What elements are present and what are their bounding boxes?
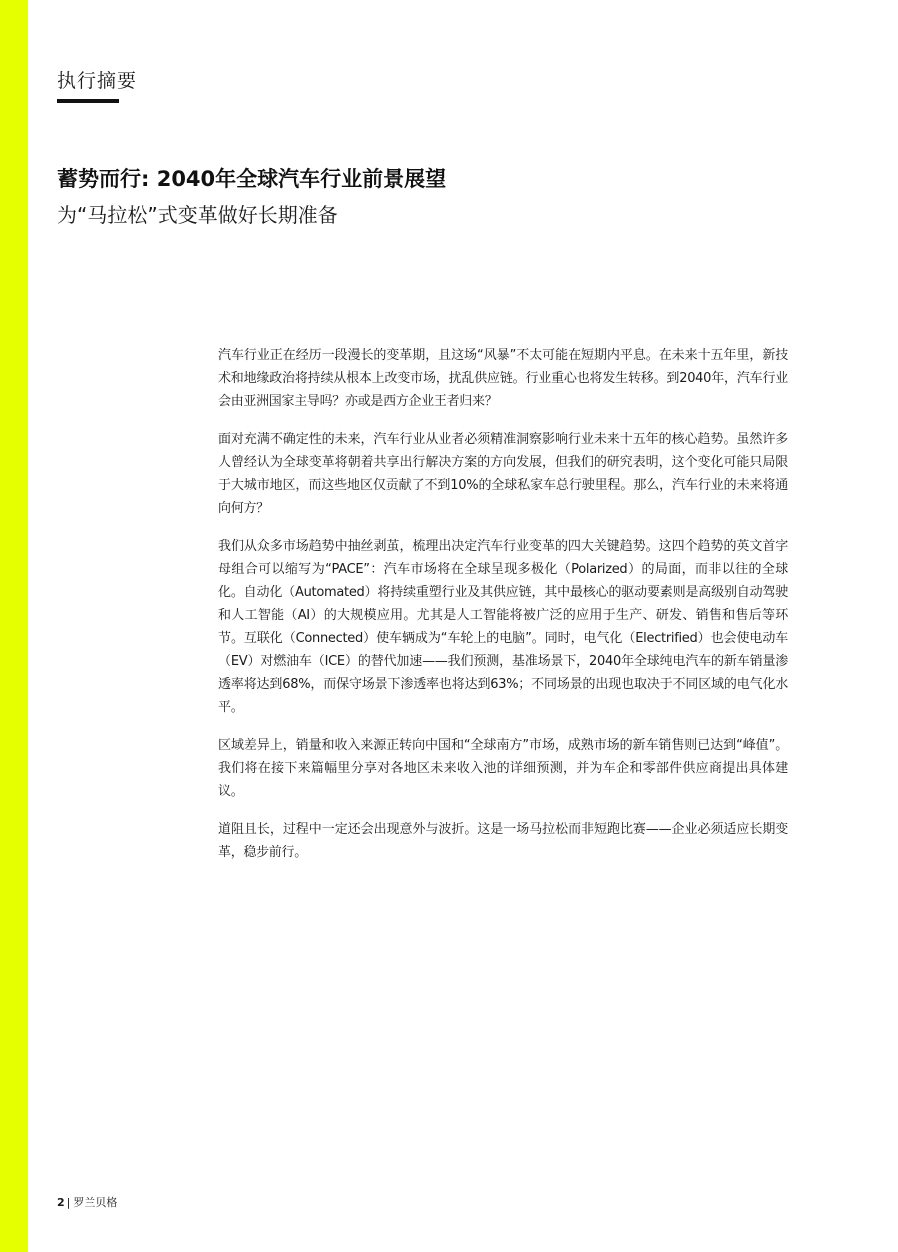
page-number: 2 xyxy=(57,1196,65,1209)
page-footer xyxy=(57,1194,117,1210)
section-label: 执行摘要 xyxy=(57,70,138,92)
paragraph-4: 区域差异上，销量和收入来源正转向中国和“全球南方”市场，成熟市场的新车销售则已达到“峰值”。我们将在接下来篇幅里分享对各地区未来收入池的详细预测，并为车企和零部件供应商提出具体建议。 xyxy=(218,738,789,799)
paragraph-2: 面对充满不确定性的未来，汽车行业从业者必须精准洞察影响行业未来十五年的核心趋势。虽然许多人曾经认为全球变革将朝着共享出行解决方案的方向发展，但我们的研究表明，这个变化可能只局限于大城市地区，而这些地区仅贡献了不到10%的全球私家车总行驶里程。那么，汽车行业的未来将通向何方？ xyxy=(218,432,788,516)
accent-bar xyxy=(0,0,28,1252)
section-rule xyxy=(57,99,119,103)
footer-separator: | xyxy=(66,1196,71,1209)
paragraph-5: 道阻且长，过程中一定还会出现意外与波折。这是一场马拉松而非短跑比赛——企业必须适应长期变革，稳步前行。 xyxy=(218,822,788,860)
footer-brand: 罗兰贝格 xyxy=(73,1196,118,1209)
page-title: 蓄势而行: 2040年全球汽车行业前景展望 xyxy=(57,167,447,191)
body-text xyxy=(218,344,788,879)
page-subtitle: 为“马拉松”式变革做好长期准备 xyxy=(57,203,338,227)
paragraph-1: 汽车行业正在经历一段漫长的变革期，且这场“风暴”不太可能在短期内平息。在未来十五年里，新技术和地缘政治将持续从根本上改变市场，扰乱供应链。行业重心也将发生转移。到2040年，汽车行业会由亚洲国家主导吗？亦或是西方企业王者归来？ xyxy=(218,348,788,409)
paragraph-3: 我们从众多市场趋势中抽丝剥茧，梳理出决定汽车行业变革的四大关键趋势。这四个趋势的英文首字母组合可以缩写为“PACE”：汽车市场将在全球呈现多极化（Polarized）的局面，而非以往的全球化。自动化（Automated）将持续重塑行业及其供应链，其中最核心的驱动要素则是高级别自动驾驶和人工智能（AI）的大规模应用。尤其是人工智能将被广泛的应用于生产、研发、销售和售后等环节。互联化（Connected）使车辆成为“车轮上的电脑”。同时，电气化（Electrified）也会使电动车（EV）对燃油车（ICE）的替代加速——我们预测，基准场景下，2040年全球纯电汽车的新车销量渗透率将达到68%，而保守场景下渗透率也将达到63%；不同场景的出现也取决于不同区域的电气化水平。 xyxy=(218,539,788,715)
